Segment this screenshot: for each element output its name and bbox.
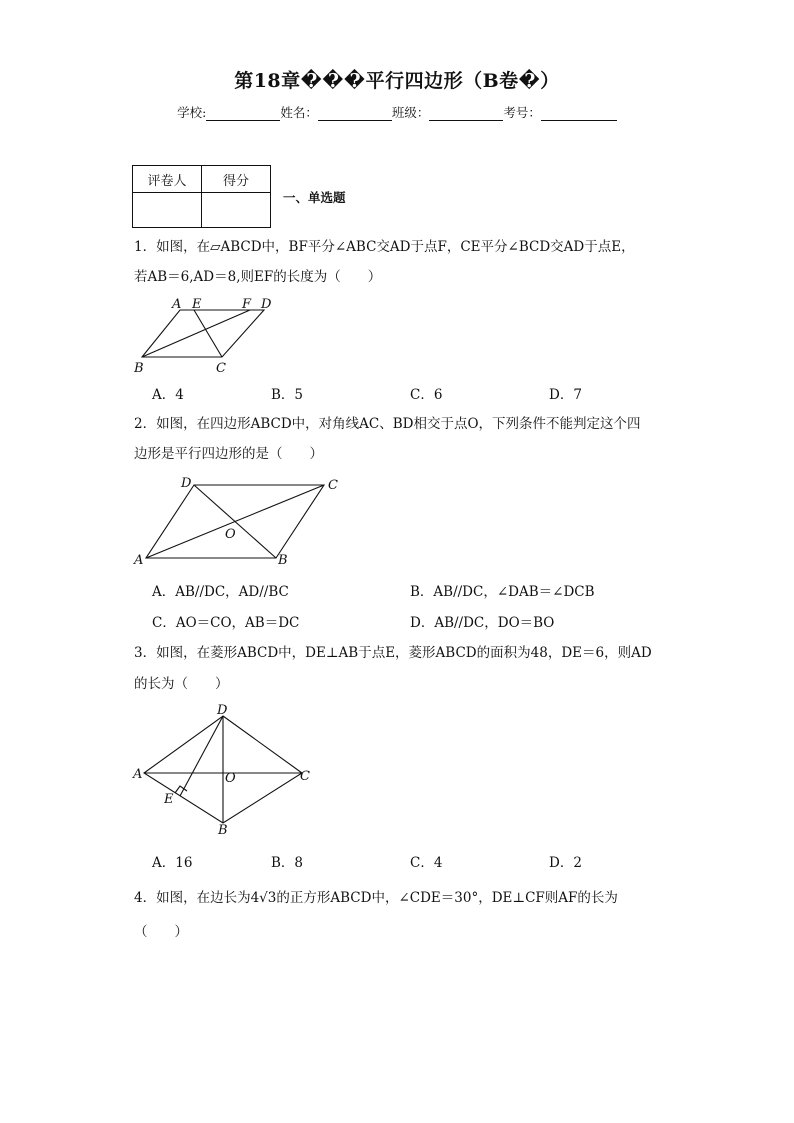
q1-label-b: B (134, 361, 144, 376)
q3-label-e: E (164, 792, 174, 807)
q1-text-line2: 若AB＝6,AD＝8,则EF的长度为（ ） (134, 269, 382, 285)
q2-option-a[interactable]: A．AB//DC，AD//BC (152, 584, 289, 600)
q2-label-c: C (328, 478, 338, 493)
q1-label-f: F (242, 297, 252, 312)
q1-segment-bf (142, 310, 250, 357)
q3-option-c[interactable]: C．4 (410, 855, 443, 871)
q2-text-line1: 2．如图，在四边形ABCD中，对角线AC、BD相交于点O，下列条件不能判定这个四 (134, 416, 641, 432)
score-table-score-cell[interactable] (202, 193, 271, 228)
q2-label-a: A (134, 553, 144, 568)
q1-option-c[interactable]: C．6 (410, 387, 443, 403)
school-label: 学校: (177, 105, 207, 120)
class-label: 班级： (391, 105, 430, 120)
q1-option-a[interactable]: A．4 (152, 387, 184, 403)
q3-label-o: O (225, 771, 236, 786)
q1-figure (130, 294, 290, 376)
q2-label-b: B (278, 553, 288, 568)
exam-no-blank[interactable] (541, 106, 617, 121)
q1-label-c: C (216, 361, 226, 376)
q2-label-o: O (225, 527, 236, 542)
q1-segment-ce (194, 310, 222, 357)
q3-option-d[interactable]: D．2 (549, 855, 582, 871)
section-title: 一、单选题 (283, 190, 346, 205)
q1-parallelogram (142, 310, 264, 357)
q3-text-line2: 的长为（ ） (134, 676, 229, 692)
name-blank[interactable] (318, 106, 392, 121)
score-table (132, 165, 271, 228)
school-blank[interactable] (206, 106, 280, 121)
q2-label-d: D (181, 476, 192, 491)
q3-option-a[interactable]: A．16 (152, 855, 193, 871)
q2-figure (130, 472, 345, 570)
name-label: 姓名： (280, 105, 318, 120)
q3-segment-de (180, 716, 223, 796)
q3-text-line1: 3．如图，在菱形ABCD中，DE⊥AB于点E，菱形ABCD的面积为48，DE＝6，则AD (134, 645, 652, 661)
q1-label-e: E (192, 297, 202, 312)
q4-text-line1: 4．如图，在边长为4√3的正方形ABCD中，∠CDE＝30°，DE⊥CF则AF的长为 (134, 890, 618, 906)
q2-option-c[interactable]: C．AO＝CO，AB＝DC (152, 615, 300, 631)
q4-text-line2: （ ） (134, 924, 188, 940)
q3-label-a: A (133, 767, 143, 782)
q3-figure (130, 700, 320, 840)
q3-label-d: D (217, 703, 228, 718)
q2-text-line2: 边形是平行四边形的是（ ） (134, 446, 323, 462)
q2-diagonal-bd (194, 485, 276, 558)
score-table-score-header: 得分 (202, 166, 271, 193)
q2-option-d[interactable]: D．AB//DC，DO＝BO (410, 615, 555, 631)
q2-option-b[interactable]: B．AB//DC，∠DAB＝∠DCB (410, 584, 595, 600)
score-table-grader-cell[interactable] (133, 193, 202, 228)
q3-label-c: C (300, 769, 310, 784)
class-blank[interactable] (429, 106, 503, 121)
student-info-line (0, 103, 794, 121)
q1-text-line1: 1．如图，在▱ABCD中，BF平分∠ABC交AD于点F，CE平分∠BCD交AD于点E， (134, 239, 635, 255)
q3-label-b: B (218, 823, 228, 838)
q1-label-a: A (172, 297, 182, 312)
score-table-grader-header: 评卷人 (133, 166, 202, 193)
q1-label-d: D (261, 297, 272, 312)
q1-option-b[interactable]: B．5 (271, 387, 304, 403)
q1-option-d[interactable]: D．7 (549, 387, 582, 403)
q3-option-b[interactable]: B．8 (271, 855, 304, 871)
exam-no-label: 考号： (503, 105, 541, 120)
page-title: 第18章���平行四边形（B卷�） (234, 70, 560, 92)
